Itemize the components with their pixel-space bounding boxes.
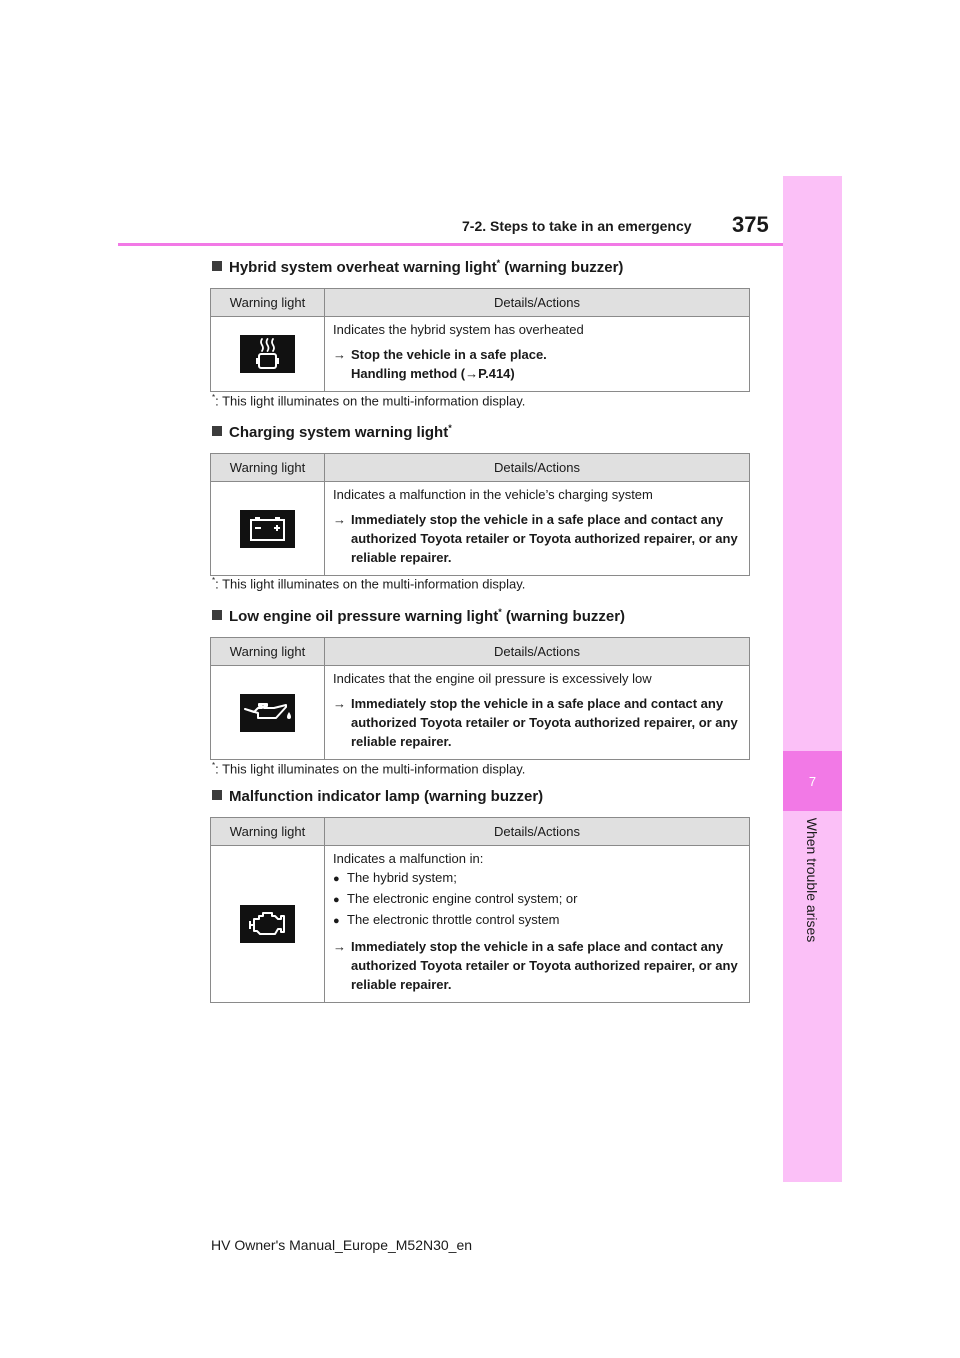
col-header-warning-light: Warning light — [211, 289, 325, 317]
page-reference-link[interactable]: P.414) — [478, 366, 515, 381]
heading-bullet-square — [212, 261, 222, 271]
footnote: *: This light illuminates on the multi-information display. — [212, 576, 526, 592]
heading-bullet-square — [212, 610, 222, 620]
list-item: ● The hybrid system; — [333, 868, 741, 889]
page-number: 375 — [732, 212, 769, 237]
warning-table-charging: Warning light Details/Actions Indicates a malfunction in the vehicle’s charging system → Immediately stop the vehicle in a safe place and contact any authorized Toyota retailer or Toyota authorized repairer, or any reliable repairer. — [210, 453, 750, 576]
warning-table-malfunction-lamp: Warning light Details/Actions Indicates a malfunction in: ● The hybrid system; ● The electronic engine control system; or ● The electronic throttle control system → Immediately stop the vehicle in a safe place and contact any authorized Toyota retailer or Toyota authorized repairer, or any reliable repairer. — [210, 817, 750, 1003]
footnote: *: This light illuminates on the multi-information display. — [212, 761, 526, 777]
col-header-warning-light: Warning light — [211, 818, 325, 846]
battery-icon — [240, 510, 295, 548]
heading-bullet-square — [212, 426, 222, 436]
oil-can-icon — [240, 694, 295, 732]
section-heading-hybrid-overheat: Hybrid system overheat warning light* (warning buzzer) — [212, 258, 623, 276]
engine-icon — [240, 905, 295, 943]
col-header-details: Details/Actions — [325, 638, 750, 666]
chapter-title-vertical: When trouble arises — [804, 817, 820, 943]
section-heading-oil-pressure: Low engine oil pressure warning light* (warning buzzer) — [212, 607, 625, 625]
col-header-warning-light: Warning light — [211, 454, 325, 482]
chapter-number: 7 — [808, 773, 817, 789]
col-header-details: Details/Actions — [325, 818, 750, 846]
header-divider — [118, 243, 783, 246]
manual-footer: HV Owner's Manual_Europe_M52N30_en — [211, 1237, 473, 1253]
chapter-number-tab[interactable] — [783, 751, 842, 811]
heading-bullet-square — [212, 790, 222, 800]
list-item: ● The electronic throttle control system — [333, 910, 741, 931]
col-header-details: Details/Actions — [325, 289, 750, 317]
section-heading-malfunction-lamp: Malfunction indicator lamp (warning buzzer) — [212, 788, 543, 805]
col-header-details: Details/Actions — [325, 454, 750, 482]
warning-table-hybrid-overheat: Warning light Details/Actions Indicates the hybrid system has overheated → Stop the vehicle in a safe place. Handling method (→P.414) — [210, 288, 750, 392]
section-heading-charging: Charging system warning light* — [212, 423, 452, 441]
list-item: ● The electronic engine control system; or — [333, 889, 741, 910]
col-header-warning-light: Warning light — [211, 638, 325, 666]
warning-table-oil-pressure: Warning light Details/Actions Indicates that the engine oil pressure is excessively low → Immediately stop the vehicle in a safe place and contact any authorized Toyota retailer or Toyota authorized repairer, or any reliable repairer. — [210, 637, 750, 760]
footnote: *: This light illuminates on the multi-information display. — [212, 393, 526, 409]
malfunction-list — [333, 868, 741, 931]
section-header-title: 7-2. Steps to take in an emergency — [462, 218, 692, 234]
chapter-side-tab — [783, 176, 842, 1182]
hybrid-overheat-icon — [240, 335, 295, 373]
